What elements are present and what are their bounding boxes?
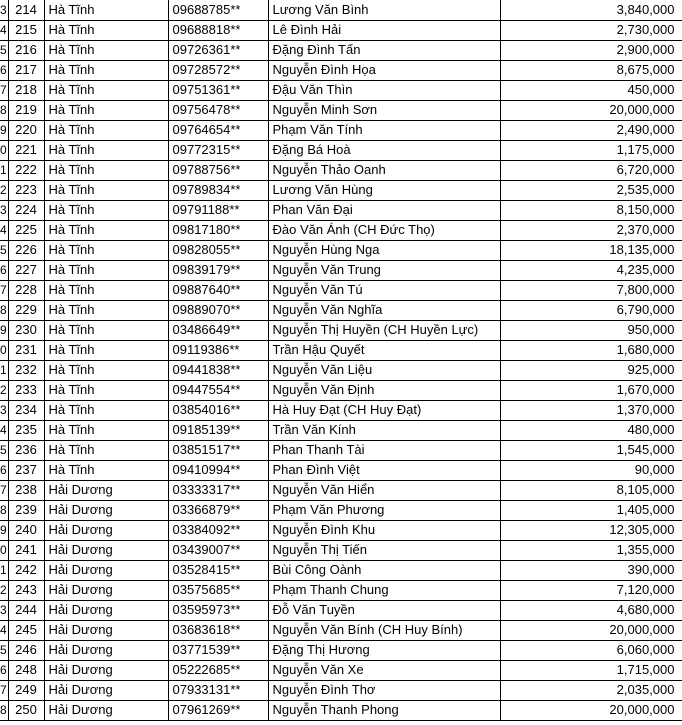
amount-cell[interactable]: 480,000 xyxy=(500,420,682,440)
phone-number-cell[interactable]: 03595973** xyxy=(168,600,268,620)
table-row xyxy=(0,540,682,560)
phone-number-cell[interactable]: 03439007** xyxy=(168,540,268,560)
phone-number-cell[interactable]: 09688818** xyxy=(168,20,268,40)
row-number-fragment[interactable]: 3 xyxy=(0,400,8,420)
province-cell[interactable]: Hải Dương xyxy=(44,680,168,700)
amount-cell[interactable]: 2,900,000 xyxy=(500,40,682,60)
row-number-fragment[interactable]: 7 xyxy=(0,480,8,500)
phone-number-cell[interactable]: 09728572** xyxy=(168,60,268,80)
row-number-fragment[interactable]: 1 xyxy=(0,360,8,380)
phone-number-cell[interactable]: 09756478** xyxy=(168,100,268,120)
phone-number-cell[interactable]: 09791188** xyxy=(168,200,268,220)
amount-cell[interactable]: 925,000 xyxy=(500,360,682,380)
phone-number-cell[interactable]: 09410994** xyxy=(168,460,268,480)
province-cell[interactable]: Hà Tĩnh xyxy=(44,40,168,60)
row-number-fragment[interactable]: 0 xyxy=(0,340,8,360)
province-cell[interactable]: Hải Dương xyxy=(44,500,168,520)
phone-number-cell[interactable]: 03575685** xyxy=(168,580,268,600)
amount-cell[interactable]: 1,175,000 xyxy=(500,140,682,160)
table-row xyxy=(0,280,682,300)
order-number-cell[interactable]: 225 xyxy=(8,220,44,240)
order-number-cell[interactable]: 234 xyxy=(8,400,44,420)
order-number-cell[interactable]: 242 xyxy=(8,560,44,580)
table-row xyxy=(0,420,682,440)
province-cell[interactable]: Hà Tĩnh xyxy=(44,360,168,380)
row-number-fragment[interactable]: 1 xyxy=(0,160,8,180)
table-row xyxy=(0,220,682,240)
phone-number-cell[interactable]: 09751361** xyxy=(168,80,268,100)
phone-number-cell[interactable]: 03683618** xyxy=(168,620,268,640)
row-number-fragment[interactable]: 7 xyxy=(0,80,8,100)
amount-cell[interactable]: 450,000 xyxy=(500,80,682,100)
province-cell[interactable]: Hải Dương xyxy=(44,540,168,560)
order-number-cell[interactable]: 221 xyxy=(8,140,44,160)
table-row xyxy=(0,440,682,460)
province-cell[interactable]: Hà Tĩnh xyxy=(44,320,168,340)
phone-number-cell[interactable]: 09839179** xyxy=(168,260,268,280)
customer-name-cell[interactable]: Lê Đình Hải xyxy=(268,20,500,40)
phone-number-cell[interactable]: 03854016** xyxy=(168,400,268,420)
province-cell[interactable]: Hải Dương xyxy=(44,560,168,580)
customer-name-cell[interactable]: Đỗ Văn Tuyền xyxy=(268,600,500,620)
amount-cell[interactable]: 20,000,000 xyxy=(500,620,682,640)
phone-number-cell[interactable]: 09788756** xyxy=(168,160,268,180)
province-cell[interactable]: Hà Tĩnh xyxy=(44,140,168,160)
row-number-fragment[interactable]: 9 xyxy=(0,320,8,340)
order-number-cell[interactable]: 250 xyxy=(8,700,44,720)
table-row xyxy=(0,0,682,20)
amount-cell[interactable]: 7,800,000 xyxy=(500,280,682,300)
row-number-fragment[interactable]: 8 xyxy=(0,100,8,120)
order-number-cell[interactable]: 232 xyxy=(8,360,44,380)
phone-number-cell[interactable]: 09817180** xyxy=(168,220,268,240)
order-number-cell[interactable]: 248 xyxy=(8,660,44,680)
table-row xyxy=(0,380,682,400)
customer-name-cell[interactable]: Đặng Bá Hoà xyxy=(268,140,500,160)
customer-name-cell[interactable]: Bùi Công Oành xyxy=(268,560,500,580)
customer-name-cell[interactable]: Đậu Văn Thìn xyxy=(268,80,500,100)
order-number-cell[interactable]: 236 xyxy=(8,440,44,460)
customer-name-cell[interactable]: Nguyễn Văn Hiển xyxy=(268,480,500,500)
amount-cell[interactable]: 1,670,000 xyxy=(500,380,682,400)
province-cell[interactable]: Hà Tĩnh xyxy=(44,180,168,200)
order-number-cell[interactable]: 227 xyxy=(8,260,44,280)
table-row xyxy=(0,200,682,220)
table-row xyxy=(0,40,682,60)
customer-name-cell[interactable]: Nguyễn Thị Tiến xyxy=(268,540,500,560)
order-number-cell[interactable]: 238 xyxy=(8,480,44,500)
amount-cell[interactable]: 2,490,000 xyxy=(500,120,682,140)
province-cell[interactable]: Hà Tĩnh xyxy=(44,160,168,180)
province-cell[interactable]: Hà Tĩnh xyxy=(44,400,168,420)
customer-name-cell[interactable]: Đặng Thị Hương xyxy=(268,640,500,660)
customer-name-cell[interactable]: Nguyễn Đình Họa xyxy=(268,60,500,80)
amount-cell[interactable]: 8,105,000 xyxy=(500,480,682,500)
table-row xyxy=(0,60,682,80)
phone-number-cell[interactable]: 09887640** xyxy=(168,280,268,300)
amount-cell[interactable]: 1,405,000 xyxy=(500,500,682,520)
phone-number-cell[interactable]: 03384092** xyxy=(168,520,268,540)
row-number-fragment[interactable]: 2 xyxy=(0,380,8,400)
row-number-fragment[interactable]: 1 xyxy=(0,560,8,580)
customer-name-cell[interactable]: Nguyễn Văn Tú xyxy=(268,280,500,300)
table-row xyxy=(0,700,682,720)
row-number-fragment[interactable]: 0 xyxy=(0,140,8,160)
row-number-fragment[interactable]: 5 xyxy=(0,640,8,660)
province-cell[interactable]: Hà Tĩnh xyxy=(44,20,168,40)
phone-number-cell[interactable]: 03528415** xyxy=(168,560,268,580)
table-row xyxy=(0,600,682,620)
row-number-fragment[interactable]: 4 xyxy=(0,20,8,40)
row-number-fragment[interactable]: 6 xyxy=(0,460,8,480)
table-row xyxy=(0,260,682,280)
province-cell[interactable]: Hà Tĩnh xyxy=(44,60,168,80)
row-number-fragment[interactable]: 9 xyxy=(0,120,8,140)
table-row xyxy=(0,20,682,40)
customer-name-cell[interactable]: Lương Văn Bình xyxy=(268,0,500,20)
customer-name-cell[interactable]: Phạm Văn Phương xyxy=(268,500,500,520)
province-cell[interactable]: Hà Tĩnh xyxy=(44,380,168,400)
order-number-cell[interactable]: 223 xyxy=(8,180,44,200)
amount-cell[interactable]: 2,370,000 xyxy=(500,220,682,240)
province-cell[interactable]: Hà Tĩnh xyxy=(44,200,168,220)
order-number-cell[interactable]: 224 xyxy=(8,200,44,220)
province-cell[interactable]: Hà Tĩnh xyxy=(44,280,168,300)
amount-cell[interactable]: 6,060,000 xyxy=(500,640,682,660)
order-number-cell[interactable]: 249 xyxy=(8,680,44,700)
row-number-fragment[interactable]: 6 xyxy=(0,660,8,680)
amount-cell[interactable]: 8,150,000 xyxy=(500,200,682,220)
phone-number-cell[interactable]: 09726361** xyxy=(168,40,268,60)
order-number-cell[interactable]: 231 xyxy=(8,340,44,360)
order-number-cell[interactable]: 220 xyxy=(8,120,44,140)
customer-name-cell[interactable]: Đào Văn Ánh (CH Đức Thọ) xyxy=(268,220,500,240)
table-row xyxy=(0,460,682,480)
amount-cell[interactable]: 2,535,000 xyxy=(500,180,682,200)
phone-number-cell[interactable]: 03851517** xyxy=(168,440,268,460)
order-number-cell[interactable]: 214 xyxy=(8,0,44,20)
table-row xyxy=(0,140,682,160)
table-row xyxy=(0,580,682,600)
amount-cell[interactable]: 1,355,000 xyxy=(500,540,682,560)
phone-number-cell[interactable]: 09185139** xyxy=(168,420,268,440)
amount-cell[interactable]: 18,135,000 xyxy=(500,240,682,260)
amount-cell[interactable]: 390,000 xyxy=(500,560,682,580)
order-number-cell[interactable]: 228 xyxy=(8,280,44,300)
amount-cell[interactable]: 20,000,000 xyxy=(500,100,682,120)
customer-name-cell[interactable]: Nguyễn Đình Khu xyxy=(268,520,500,540)
order-number-cell[interactable]: 243 xyxy=(8,580,44,600)
table-row xyxy=(0,160,682,180)
row-number-fragment[interactable]: 0 xyxy=(0,540,8,560)
phone-number-cell[interactable]: 09828055** xyxy=(168,240,268,260)
row-number-fragment[interactable]: 4 xyxy=(0,420,8,440)
phone-number-cell[interactable]: 09447554** xyxy=(168,380,268,400)
row-number-fragment[interactable]: 4 xyxy=(0,620,8,640)
amount-cell[interactable]: 3,840,000 xyxy=(500,0,682,20)
order-number-cell[interactable]: 239 xyxy=(8,500,44,520)
phone-number-cell[interactable]: 03771539** xyxy=(168,640,268,660)
amount-cell[interactable]: 1,545,000 xyxy=(500,440,682,460)
table-row xyxy=(0,80,682,100)
customer-name-cell[interactable]: Nguyễn Thị Huyền (CH Huyền Lực) xyxy=(268,320,500,340)
order-number-cell[interactable]: 219 xyxy=(8,100,44,120)
order-number-cell[interactable]: 246 xyxy=(8,640,44,660)
row-number-fragment[interactable]: 3 xyxy=(0,200,8,220)
amount-cell[interactable]: 1,715,000 xyxy=(500,660,682,680)
phone-number-cell[interactable]: 09119386** xyxy=(168,340,268,360)
row-number-fragment[interactable]: 6 xyxy=(0,60,8,80)
customer-name-cell[interactable]: Phan Văn Đại xyxy=(268,200,500,220)
phone-number-cell[interactable]: 09772315** xyxy=(168,140,268,160)
row-number-fragment[interactable]: 9 xyxy=(0,520,8,540)
amount-cell[interactable]: 7,120,000 xyxy=(500,580,682,600)
table-row xyxy=(0,340,682,360)
order-number-cell[interactable]: 229 xyxy=(8,300,44,320)
table-row xyxy=(0,400,682,420)
province-cell[interactable]: Hà Tĩnh xyxy=(44,0,168,20)
table-row xyxy=(0,620,682,640)
customer-name-cell[interactable]: Trần Văn Kính xyxy=(268,420,500,440)
province-cell[interactable]: Hà Tĩnh xyxy=(44,240,168,260)
row-number-fragment[interactable]: 5 xyxy=(0,240,8,260)
order-number-cell[interactable]: 237 xyxy=(8,460,44,480)
order-number-cell[interactable]: 230 xyxy=(8,320,44,340)
table-row xyxy=(0,300,682,320)
row-number-fragment[interactable]: 5 xyxy=(0,440,8,460)
order-number-cell[interactable]: 235 xyxy=(8,420,44,440)
amount-cell[interactable]: 12,305,000 xyxy=(500,520,682,540)
phone-number-cell[interactable]: 07933131** xyxy=(168,680,268,700)
customer-name-cell[interactable]: Phạm Văn Tính xyxy=(268,120,500,140)
phone-number-cell[interactable]: 09789834** xyxy=(168,180,268,200)
province-cell[interactable]: Hà Tĩnh xyxy=(44,440,168,460)
customer-name-cell[interactable]: Nguyễn Văn Bính (CH Huy Bính) xyxy=(268,620,500,640)
amount-cell[interactable]: 2,730,000 xyxy=(500,20,682,40)
province-cell[interactable]: Hà Tĩnh xyxy=(44,340,168,360)
phone-number-cell[interactable]: 07961269** xyxy=(168,700,268,720)
phone-number-cell[interactable]: 09889070** xyxy=(168,300,268,320)
order-number-cell[interactable]: 216 xyxy=(8,40,44,60)
customer-name-cell[interactable]: Nguyễn Văn Định xyxy=(268,380,500,400)
province-cell[interactable]: Hải Dương xyxy=(44,700,168,720)
row-number-fragment[interactable]: 5 xyxy=(0,40,8,60)
customer-name-cell[interactable]: Nguyễn Đình Thơ xyxy=(268,680,500,700)
customer-name-cell[interactable]: Nguyễn Văn Liệu xyxy=(268,360,500,380)
table-row xyxy=(0,560,682,580)
province-cell[interactable]: Hải Dương xyxy=(44,580,168,600)
row-number-fragment[interactable]: 7 xyxy=(0,680,8,700)
customer-name-cell[interactable]: Phan Đình Việt xyxy=(268,460,500,480)
province-cell[interactable]: Hà Tĩnh xyxy=(44,100,168,120)
customer-name-cell[interactable]: Nguyễn Thanh Phong xyxy=(268,700,500,720)
province-cell[interactable]: Hà Tĩnh xyxy=(44,420,168,440)
province-cell[interactable]: Hà Tĩnh xyxy=(44,120,168,140)
table-row xyxy=(0,480,682,500)
row-number-fragment[interactable]: 8 xyxy=(0,500,8,520)
row-number-fragment[interactable]: 6 xyxy=(0,260,8,280)
customer-name-cell[interactable]: Đặng Đình Tấn xyxy=(268,40,500,60)
row-number-fragment[interactable]: 2 xyxy=(0,180,8,200)
order-number-cell[interactable]: 240 xyxy=(8,520,44,540)
table-row xyxy=(0,180,682,200)
row-number-fragment[interactable]: 3 xyxy=(0,600,8,620)
order-number-cell[interactable]: 244 xyxy=(8,600,44,620)
table-row xyxy=(0,360,682,380)
amount-cell[interactable]: 8,675,000 xyxy=(500,60,682,80)
phone-number-cell[interactable]: 09441838** xyxy=(168,360,268,380)
order-number-cell[interactable]: 233 xyxy=(8,380,44,400)
table-row xyxy=(0,120,682,140)
customer-name-cell[interactable]: Nguyễn Hùng Nga xyxy=(268,240,500,260)
amount-cell[interactable]: 6,720,000 xyxy=(500,160,682,180)
province-cell[interactable]: Hải Dương xyxy=(44,520,168,540)
amount-cell[interactable]: 950,000 xyxy=(500,320,682,340)
province-cell[interactable]: Hà Tĩnh xyxy=(44,220,168,240)
table-row xyxy=(0,680,682,700)
customer-name-cell[interactable]: Phan Thanh Tài xyxy=(268,440,500,460)
table-row xyxy=(0,520,682,540)
order-number-cell[interactable]: 215 xyxy=(8,20,44,40)
province-cell[interactable]: Hải Dương xyxy=(44,640,168,660)
phone-number-cell[interactable]: 05222685** xyxy=(168,660,268,680)
province-cell[interactable]: Hà Tĩnh xyxy=(44,80,168,100)
customer-name-cell[interactable]: Nguyễn Văn Nghĩa xyxy=(268,300,500,320)
amount-cell[interactable]: 1,680,000 xyxy=(500,340,682,360)
customer-name-cell[interactable]: Nguyễn Minh Sơn xyxy=(268,100,500,120)
order-number-cell[interactable]: 222 xyxy=(8,160,44,180)
customer-name-cell[interactable]: Nguyễn Văn Trung xyxy=(268,260,500,280)
phone-number-cell[interactable]: 03333317** xyxy=(168,480,268,500)
table-row xyxy=(0,240,682,260)
phone-number-cell[interactable]: 03366879** xyxy=(168,500,268,520)
row-number-fragment[interactable]: 2 xyxy=(0,580,8,600)
customer-name-cell[interactable]: Hà Huy Đạt (CH Huy Đạt) xyxy=(268,400,500,420)
customer-name-cell[interactable]: Nguyễn Văn Xe xyxy=(268,660,500,680)
customer-name-cell[interactable]: Nguyễn Thảo Oanh xyxy=(268,160,500,180)
row-number-fragment[interactable]: 4 xyxy=(0,220,8,240)
table-row xyxy=(0,660,682,680)
province-cell[interactable]: Hà Tĩnh xyxy=(44,260,168,280)
customer-name-cell[interactable]: Phạm Thanh Chung xyxy=(268,580,500,600)
row-number-fragment[interactable]: 3 xyxy=(0,0,8,20)
row-number-fragment[interactable]: 8 xyxy=(0,700,8,720)
table-row xyxy=(0,320,682,340)
row-number-fragment[interactable]: 8 xyxy=(0,300,8,320)
row-number-fragment[interactable]: 7 xyxy=(0,280,8,300)
phone-number-cell[interactable]: 09764654** xyxy=(168,120,268,140)
table-row xyxy=(0,500,682,520)
amount-cell[interactable]: 90,000 xyxy=(500,460,682,480)
province-cell[interactable]: Hải Dương xyxy=(44,600,168,620)
customer-name-cell[interactable]: Trần Hậu Quyết xyxy=(268,340,500,360)
amount-cell[interactable]: 20,000,000 xyxy=(500,700,682,720)
amount-cell[interactable]: 2,035,000 xyxy=(500,680,682,700)
customer-name-cell[interactable]: Lương Văn Hùng xyxy=(268,180,500,200)
province-cell[interactable]: Hải Dương xyxy=(44,480,168,500)
order-number-cell[interactable]: 217 xyxy=(8,60,44,80)
table-row xyxy=(0,640,682,660)
order-number-cell[interactable]: 245 xyxy=(8,620,44,640)
province-cell[interactable]: Hà Tĩnh xyxy=(44,460,168,480)
order-number-cell[interactable]: 218 xyxy=(8,80,44,100)
phone-number-cell[interactable]: 09688785** xyxy=(168,0,268,20)
province-cell[interactable]: Hải Dương xyxy=(44,660,168,680)
province-cell[interactable]: Hải Dương xyxy=(44,620,168,640)
phone-number-cell[interactable]: 03486649** xyxy=(168,320,268,340)
order-number-cell[interactable]: 241 xyxy=(8,540,44,560)
amount-cell[interactable]: 6,790,000 xyxy=(500,300,682,320)
table-row xyxy=(0,100,682,120)
amount-cell[interactable]: 1,370,000 xyxy=(500,400,682,420)
amount-cell[interactable]: 4,235,000 xyxy=(500,260,682,280)
order-number-cell[interactable]: 226 xyxy=(8,240,44,260)
amount-cell[interactable]: 4,680,000 xyxy=(500,600,682,620)
province-cell[interactable]: Hà Tĩnh xyxy=(44,300,168,320)
